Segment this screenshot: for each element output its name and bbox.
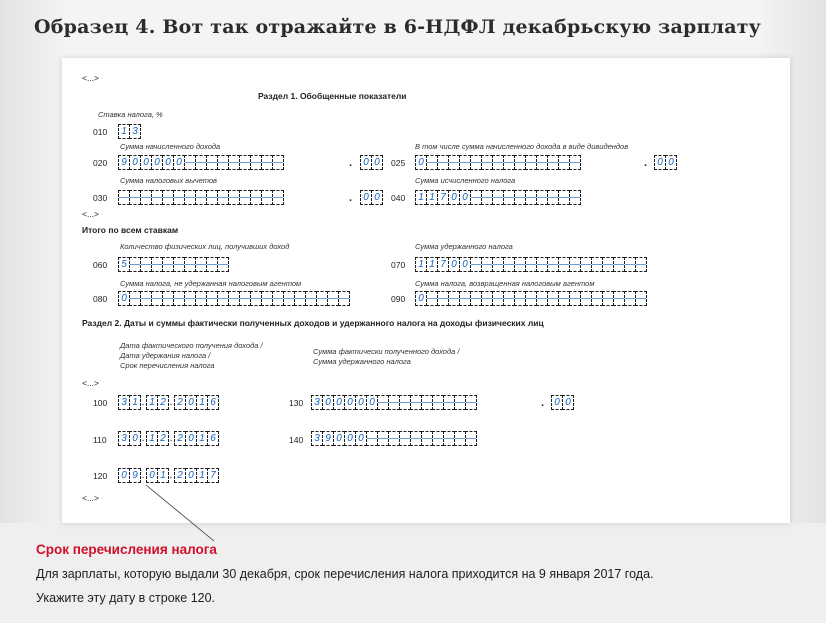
form-cell: — [559,293,569,304]
form-cell: — [614,259,624,270]
dates-label-2: Дата удержания налога / [120,351,211,360]
form-cell: — [581,293,591,304]
form-cell: 0 [459,190,471,205]
form-cell: — [427,157,437,168]
form-cell: — [218,157,228,168]
form-cell: 1 [146,395,158,410]
ellipsis: <...> [82,378,100,388]
form-cell: — [433,397,443,408]
form-cell: — [570,293,580,304]
ellipsis: <...> [82,209,100,219]
form-cell: — [471,157,481,168]
form-cell: — [251,192,261,203]
form-cell: — [537,157,547,168]
form-cell: — [152,293,162,304]
label-025: В том числе сумма начисленного дохода в виде дивидендов [415,142,629,151]
form-cell: — [207,293,217,304]
form-cell: — [636,259,646,270]
form-cell: — [471,259,481,270]
form-cell: — [163,293,173,304]
form-cell: — [207,157,217,168]
form-cell: — [339,293,349,304]
form-cell: 0 [355,395,367,410]
date-separator: . [141,470,145,481]
form-cell: — [400,433,410,444]
form-cell: — [625,293,635,304]
form-cell: — [614,293,624,304]
form-cell: — [262,157,272,168]
code-040: 040 [391,193,406,203]
form-cell: — [262,192,272,203]
sums-label-1: Сумма фактически полученного дохода / [313,347,460,356]
section1-heading: Раздел 1. Обобщенные показатели [258,91,407,101]
form-cell: — [570,157,580,168]
form-cell: — [444,433,454,444]
form-cell: 3 [311,431,323,446]
code-025: 025 [391,158,406,168]
form-cell: — [185,259,195,270]
note-line-2: Укажите эту дату в строке 120. [36,591,216,605]
note-title: Срок перечисления налога [36,542,217,557]
form-cell: 9 [129,468,141,483]
form-cell: — [411,433,421,444]
form-cell: 0 [129,431,141,446]
form-cell: — [537,293,547,304]
form-cell: — [482,293,492,304]
form-cell: 1 [426,190,438,205]
form-cell: 2 [174,468,186,483]
form-cell: — [515,192,525,203]
form-cell: — [251,157,261,168]
form-cell: 1 [196,395,208,410]
form-cell: 1 [129,395,141,410]
form-cell: — [559,192,569,203]
form-cell: — [537,192,547,203]
form-cell: — [207,192,217,203]
form-cell: 1 [146,431,158,446]
code-140: 140 [289,435,304,445]
form-cell: 0 [185,468,197,483]
label-020: Сумма начисленного дохода [120,142,221,151]
form-cell: — [592,259,602,270]
code-100: 100 [93,398,108,408]
form-cell: 3 [311,395,323,410]
form-cell: — [625,259,635,270]
form-cell: — [163,259,173,270]
form-cell: 1 [426,257,438,272]
form-cell: — [141,259,151,270]
form-cell: — [438,157,448,168]
form-cell: — [444,397,454,408]
form-cell: 1 [157,468,169,483]
form-cell: — [174,259,184,270]
form-cell: — [526,293,536,304]
form-cell: — [460,293,470,304]
form-cell: — [152,259,162,270]
form-cell: 1 [196,431,208,446]
form-cell: 2 [157,431,169,446]
sums-label-2: Сумма удержанного налога [313,357,411,366]
form-cell: 0 [118,291,130,306]
form-cell: 0 [665,155,677,170]
form-cell: — [273,293,283,304]
form-cell: — [306,293,316,304]
form-cell: 0 [448,257,460,272]
form-cell: 1 [415,190,427,205]
form-cell: — [218,259,228,270]
form-cell: — [504,259,514,270]
form-cell: — [119,192,129,203]
code-060: 060 [93,260,108,270]
date-separator: . [169,470,173,481]
form-cell: — [548,192,558,203]
form-cell: — [482,192,492,203]
form-cell: 1 [196,468,208,483]
form-cell: — [367,433,377,444]
form-cell: — [229,192,239,203]
form-cell: — [570,259,580,270]
form-cell: — [455,397,465,408]
form-cell: 0 [151,155,163,170]
form-cell: — [526,259,536,270]
decimal-point: . [349,157,353,169]
code-070: 070 [391,260,406,270]
form-cell: 3 [118,431,130,446]
form-cell: — [471,293,481,304]
label-090: Сумма налога, возвращенная налоговым агентом [415,279,595,288]
label-010: Ставка налога, % [98,110,163,119]
form-cell: — [493,157,503,168]
form-cell: — [130,259,140,270]
form-cell: — [378,433,388,444]
form-cell: 0 [551,395,563,410]
form-cell: — [603,259,613,270]
form-cell: — [433,433,443,444]
form-cell: 0 [448,190,460,205]
code-080: 080 [93,294,108,304]
form-cell: — [636,293,646,304]
form-cell: — [460,157,470,168]
form-cell: 6 [207,395,219,410]
form-cell: — [493,192,503,203]
form-cell: 0 [355,431,367,446]
form-cell: — [411,397,421,408]
form-cell: — [581,259,591,270]
form-cell: — [295,293,305,304]
decimal-point: . [644,157,648,169]
code-130: 130 [289,398,304,408]
form-cell: — [504,157,514,168]
form-cell: 0 [360,190,372,205]
form-cell: — [185,192,195,203]
form-cell: — [196,259,206,270]
form-cell: 0 [562,395,574,410]
form-cell: 0 [118,468,130,483]
form-cell: — [328,293,338,304]
ellipsis: <...> [82,493,100,503]
form-cell: 1 [118,124,130,139]
form-cell: — [196,192,206,203]
form-cell: — [273,192,283,203]
form-cell: 6 [207,431,219,446]
form-cell: — [130,293,140,304]
form-cell: — [218,293,228,304]
form-cell: 1 [415,257,427,272]
form-cell: 0 [366,395,378,410]
form-cell: 9 [322,431,334,446]
form-cell: — [240,157,250,168]
form-cell: — [548,259,558,270]
form-cell: — [218,192,228,203]
form-cell: — [548,293,558,304]
form-cell: — [251,293,261,304]
form-cell: 0 [459,257,471,272]
form-cell: 0 [654,155,666,170]
decimal-point: . [349,192,353,204]
form-cell: 7 [207,468,219,483]
form-cell: 0 [173,155,185,170]
code-120: 120 [93,471,108,481]
label-070: Сумма удержанного налога [415,242,513,251]
code-030: 030 [93,193,108,203]
form-cell: — [466,397,476,408]
form-cell: 0 [162,155,174,170]
form-cell: — [229,157,239,168]
form-cell: 9 [118,155,130,170]
form-cell: — [174,293,184,304]
form-cell: 5 [118,257,130,272]
form-cell: — [548,157,558,168]
form-cell: — [570,192,580,203]
form-cell: — [559,157,569,168]
form-cell: — [422,397,432,408]
form-cell: — [526,157,536,168]
form-cell: 7 [437,257,449,272]
form-cell: — [400,397,410,408]
form-cell: 2 [157,395,169,410]
code-110: 110 [93,435,107,445]
decimal-point: . [541,397,545,409]
form-cell: 0 [360,155,372,170]
section2-heading: Раздел 2. Даты и суммы фактически полученных доходов и удержанного налога на доходы физических лиц [82,318,544,328]
form-cell: — [141,192,151,203]
form-cell: 0 [185,431,197,446]
form-cell: 0 [185,395,197,410]
form-cell: — [185,157,195,168]
form-cell: 0 [129,155,141,170]
date-separator: . [141,397,145,408]
form-cell: — [262,293,272,304]
form-cell: 0 [415,155,427,170]
ellipsis: <...> [82,73,100,83]
form-cell: 0 [333,395,345,410]
form-cell: — [504,293,514,304]
form-cell: 3 [129,124,141,139]
form-cell: — [130,192,140,203]
form-cell: 2 [174,395,186,410]
form-cell: — [449,157,459,168]
form-cell: 0 [322,395,334,410]
label-060: Количество физических лиц, получивших доход [120,242,290,251]
form-cell: — [504,192,514,203]
form-cell: — [493,293,503,304]
date-separator: . [169,397,173,408]
form-cell: 0 [333,431,345,446]
form-cell: 2 [174,431,186,446]
totals-heading: Итого по всем ставкам [82,225,179,235]
form-cell: — [515,259,525,270]
form-cell: — [389,397,399,408]
form-cell: — [427,293,437,304]
form-cell: — [229,293,239,304]
form-cell: — [515,293,525,304]
form-cell: — [174,192,184,203]
form-cell: — [141,293,151,304]
form-cell: — [559,259,569,270]
form-cell: — [207,259,217,270]
form-cell: 3 [118,395,130,410]
form-cell: 0 [344,395,356,410]
form-cell: — [515,157,525,168]
form-cell: — [240,293,250,304]
code-010: 010 [93,127,108,137]
dates-label-3: Срок перечисления налога [120,361,215,370]
form-cell: — [449,293,459,304]
form-cell: — [196,157,206,168]
form-cell: — [378,397,388,408]
label-030: Сумма налоговых вычетов [120,176,217,185]
form-cell: — [537,259,547,270]
form-cell: — [482,259,492,270]
form-cell: — [273,157,283,168]
form-cell: — [185,293,195,304]
form-cell: 0 [371,190,383,205]
form-cell: — [152,192,162,203]
form-cell: — [422,433,432,444]
code-020: 020 [93,158,108,168]
form-cell: 0 [371,155,383,170]
form-cell: — [603,293,613,304]
form-cell: — [240,192,250,203]
form-cell: — [592,293,602,304]
form-cell: — [455,433,465,444]
form-cell: 0 [146,468,158,483]
form-cell: — [317,293,327,304]
form-cell: — [438,293,448,304]
code-090: 090 [391,294,406,304]
form-cell: — [526,192,536,203]
form-cell: — [493,259,503,270]
form-cell: — [284,293,294,304]
form-cell: 0 [415,291,427,306]
form-cell: — [196,293,206,304]
form-cell: — [389,433,399,444]
label-080: Сумма налога, не удержанная налоговым агентом [120,279,302,288]
form-cell: 7 [437,190,449,205]
form-cell: 0 [344,431,356,446]
page-title: Образец 4. Вот так отражайте в 6-НДФЛ декабрьскую зарплату [34,16,762,38]
date-separator: . [169,433,173,444]
form-cell: — [482,157,492,168]
note-line-1: Для зарплаты, которую выдали 30 декабря, срок перечисления налога приходится на 9 января 2017 года. [36,567,654,581]
label-040: Сумма исчисленного налога [415,176,516,185]
date-separator: . [141,433,145,444]
form-cell: — [471,192,481,203]
dates-label-1: Дата фактического получения дохода / [120,341,263,350]
form-cell: — [466,433,476,444]
form-cell: 0 [140,155,152,170]
form-cell: — [163,192,173,203]
